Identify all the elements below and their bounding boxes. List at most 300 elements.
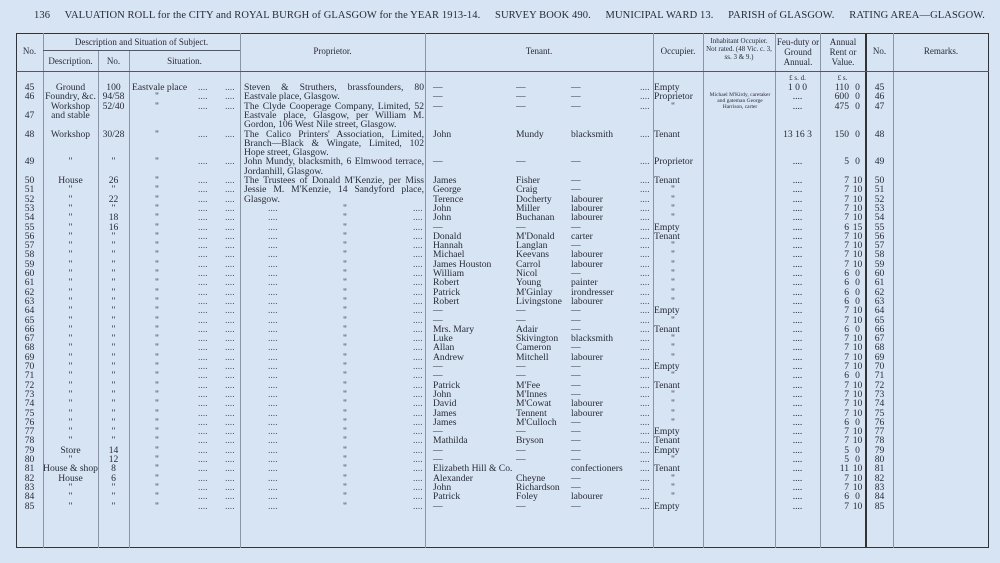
tenant-first-name: Alexander (433, 472, 473, 484)
subject-number: " (111, 416, 116, 428)
subject-number: " (111, 379, 116, 391)
description: " (68, 398, 73, 410)
proprietor-ditto: " (343, 454, 347, 465)
header-proprietor: Proprietor. (313, 46, 352, 56)
tenant-surname: M'Donald (516, 230, 555, 242)
table-row (0, 213, 1000, 222)
description: " (68, 361, 73, 372)
tenant-first-name: — (433, 500, 443, 512)
dot-leader: .... (268, 500, 278, 512)
dot-leader: .... (640, 500, 650, 512)
dot-leader: .... (268, 370, 278, 382)
dot-leader: .... (198, 100, 208, 112)
entry-number: 64 (24, 305, 35, 317)
dot-leader: .... (268, 212, 278, 224)
dot-leader: .... (268, 268, 278, 279)
tenant-surname: — (516, 426, 526, 438)
proprietor: John Mundy, blacksmith, 6 Elmwood terrace, Jordanhill, Glasgow. (244, 156, 424, 177)
dot-leader: .... (225, 221, 235, 233)
situation: " (155, 379, 159, 391)
tenant-first-name: Elizabeth Hill & Co. (433, 463, 513, 475)
feu-duty: .... (792, 314, 803, 326)
feu-duty: .... (792, 463, 803, 475)
entry-number: 63 (24, 295, 35, 307)
header-no-right: No. (872, 46, 887, 56)
rent-shillings: 0 (855, 286, 860, 298)
feu-duty: .... (792, 361, 803, 372)
dot-leader: .... (198, 426, 208, 438)
tenant-first-name: — (433, 314, 443, 326)
dot-leader: .... (413, 407, 423, 419)
occupier: Tenant (654, 128, 680, 140)
dot-leader: .... (225, 342, 235, 354)
table-row (0, 260, 1000, 269)
subject-number: 8 (111, 463, 116, 475)
situation: " (155, 212, 159, 224)
entry-number-right: 66 (874, 323, 885, 335)
description: House (58, 175, 83, 186)
subject-number: " (111, 249, 116, 261)
feu-duty: .... (792, 444, 803, 456)
entry-number: 61 (24, 277, 35, 289)
occupier: " (671, 193, 675, 205)
tenant-surname: — (516, 314, 526, 326)
dot-leader: .... (640, 435, 650, 447)
description: " (68, 323, 73, 335)
subject-number: " (111, 351, 116, 363)
tenant-surname: — (516, 156, 526, 168)
rent-shillings: 10 (852, 249, 863, 261)
subject-number: " (111, 314, 116, 326)
rent-pounds: 5 (844, 156, 849, 168)
feu-duty: .... (792, 230, 803, 242)
entry-number-right: 67 (874, 333, 885, 345)
proprietor-ditto: " (343, 379, 347, 391)
description: Store (60, 444, 81, 456)
municipal-ward: MUNICIPAL WARD 13. (605, 10, 714, 21)
occupier: " (671, 333, 675, 345)
rent-shillings: 10 (852, 342, 863, 354)
description: " (68, 258, 73, 270)
occupier: " (671, 286, 675, 298)
tenant-first-name: Robert (433, 277, 460, 289)
proprietor-ditto: " (343, 500, 347, 512)
proprietor-ditto: " (343, 388, 347, 400)
tenant-surname: Adair (516, 323, 538, 335)
tenant-occupation: labourer (571, 351, 603, 363)
occupier: Empty (654, 361, 680, 372)
tenant-surname: Langlan (516, 240, 548, 252)
dot-leader: .... (198, 454, 208, 465)
description: " (68, 500, 73, 512)
tenant-occupation: — (571, 221, 581, 233)
subject-number: " (111, 491, 116, 503)
description: " (68, 314, 73, 326)
rent-pounds: 7 (844, 500, 849, 512)
description: " (68, 202, 73, 214)
dot-leader: .... (640, 82, 650, 93)
tenant-occupation: — (571, 426, 581, 438)
tenant-surname: M'Innes (516, 388, 548, 400)
description: " (68, 370, 73, 382)
subject-number: 22 (108, 193, 119, 205)
dot-leader: .... (268, 323, 278, 335)
feu-duty: .... (792, 454, 803, 465)
subject-number: " (111, 286, 116, 298)
dot-leader: .... (413, 295, 423, 307)
rent-pounds: 7 (844, 342, 849, 354)
rent-pounds: 6 (844, 323, 849, 335)
proprietor-ditto: " (343, 435, 347, 447)
dot-leader: .... (225, 184, 235, 196)
tenant-surname: — (516, 454, 526, 465)
subject-number: 18 (108, 212, 119, 224)
table-row (0, 409, 1000, 418)
tenant-surname: Buchanan (516, 212, 555, 224)
entry-number-right: 60 (874, 268, 885, 279)
occupier: Tenant (654, 435, 680, 447)
situation: " (155, 175, 159, 186)
table-row (0, 371, 1000, 380)
dot-leader: .... (198, 230, 208, 242)
entry-number: 82 (24, 472, 35, 484)
situation: " (155, 370, 159, 382)
rent-shillings: 10 (852, 193, 863, 205)
rent-pounds: 7 (844, 184, 849, 196)
dot-leader: .... (413, 491, 423, 503)
description: " (68, 212, 73, 224)
tenant-occupation: — (571, 240, 581, 252)
tenant-first-name: Donald (433, 230, 462, 242)
dot-leader: .... (413, 435, 423, 447)
tenant-surname: M'Ginlay (516, 286, 553, 298)
dot-leader: .... (198, 416, 208, 428)
tenant-occupation: — (571, 156, 581, 168)
entry-number-right: 84 (874, 491, 885, 503)
rent-pounds: 5 (844, 454, 849, 465)
entry-number-right: 85 (874, 500, 885, 512)
entry-number-right: 78 (874, 435, 885, 447)
tenant-surname: Young (516, 277, 542, 289)
tenant-first-name: Michael (433, 249, 465, 261)
dot-leader: .... (640, 100, 650, 112)
tenant-surname: M'Cowat (516, 398, 552, 410)
rent-shillings: 10 (852, 500, 863, 512)
dot-leader: .... (413, 398, 423, 410)
tenant-occupation: — (571, 175, 581, 186)
table-row (0, 250, 1000, 259)
feu-duty: .... (792, 388, 803, 400)
entry-number-right: 71 (874, 370, 885, 382)
proprietor-ditto: " (343, 444, 347, 456)
rent-pounds: 475 (834, 100, 849, 112)
entry-number-right: 57 (874, 240, 885, 252)
rent-pounds: 6 (844, 268, 849, 279)
tenant-first-name: Mrs. Mary (433, 323, 475, 335)
occupier: Empty (654, 426, 680, 438)
dot-leader: .... (413, 305, 423, 317)
dot-leader: .... (198, 333, 208, 345)
entry-number: 46 (24, 91, 35, 103)
table-row (0, 306, 1000, 315)
dot-leader: .... (640, 128, 650, 140)
entry-number-right: 75 (874, 407, 885, 419)
tenant-first-name: Mathilda (433, 435, 468, 447)
dot-leader: .... (268, 295, 278, 307)
table-row (0, 195, 1000, 204)
dot-leader: .... (413, 314, 423, 326)
proprietor-ditto: " (343, 212, 347, 224)
table-row (0, 353, 1000, 362)
situation: " (155, 249, 159, 261)
proprietor-ditto: " (343, 314, 347, 326)
dot-leader: .... (268, 277, 278, 289)
rent-pounds: 6 (844, 221, 849, 233)
dot-leader: .... (640, 416, 650, 428)
table-row (0, 334, 1000, 343)
dot-leader: .... (198, 444, 208, 456)
proprietor-ditto: " (343, 416, 347, 428)
dot-leader: .... (413, 249, 423, 261)
feu-duty: .... (792, 295, 803, 307)
description: " (68, 333, 73, 345)
dot-leader: .... (640, 202, 650, 214)
situation: " (155, 193, 159, 205)
survey-book: SURVEY BOOK 490. (495, 10, 591, 21)
dot-leader: .... (198, 249, 208, 261)
rent-shillings: 0 (855, 268, 860, 279)
description: " (68, 342, 73, 354)
entry-number-right: 54 (874, 212, 885, 224)
rent-pounds: 7 (844, 230, 849, 242)
entry-number-right: 73 (874, 388, 885, 400)
dot-leader: .... (640, 472, 650, 484)
rent-pounds: 7 (844, 193, 849, 205)
subject-number: 30/28 (102, 128, 125, 140)
entry-number: 55 (24, 221, 35, 233)
dot-leader: .... (225, 202, 235, 214)
occupier: " (671, 398, 675, 410)
feu-duty: .... (792, 323, 803, 335)
feu-duty: .... (792, 370, 803, 382)
entry-number-right: 76 (874, 416, 885, 428)
table-row (0, 483, 1000, 492)
occupier: " (671, 472, 675, 484)
situation: " (155, 100, 159, 112)
entry-number: 51 (24, 184, 35, 196)
dot-leader: .... (225, 379, 235, 391)
proprietor-ditto: " (343, 202, 347, 214)
header-occupier: Occupier. (660, 46, 696, 56)
dot-leader: .... (198, 82, 208, 93)
tenant-occupation: labourer (571, 258, 603, 270)
subject-number: 14 (108, 444, 119, 456)
rent-pounds: 7 (844, 212, 849, 224)
tenant-first-name: Andrew (433, 351, 464, 363)
dot-leader: .... (413, 212, 423, 224)
entry-number-right: 68 (874, 342, 885, 354)
situation: " (155, 156, 159, 168)
entry-number-right: 74 (874, 398, 885, 410)
situation: " (155, 202, 159, 214)
subject-number: 6 (111, 472, 116, 484)
rent-pounds: 6 (844, 286, 849, 298)
situation: " (155, 500, 159, 512)
tenant-first-name: John (433, 212, 452, 224)
entry-number-right: 56 (874, 230, 885, 242)
dot-leader: .... (640, 398, 650, 410)
proprietor-ditto: " (343, 249, 347, 261)
table-row (0, 427, 1000, 436)
dot-leader: .... (225, 100, 235, 112)
dot-leader: .... (198, 463, 208, 475)
feu-duty: .... (792, 500, 803, 512)
occupier: " (671, 351, 675, 363)
tenant-surname: Livingstone (516, 295, 562, 307)
occupier: " (671, 212, 675, 224)
tenant-occupation: irondresser (571, 286, 614, 298)
feu-duty: .... (792, 156, 803, 168)
dot-leader: .... (640, 286, 650, 298)
proprietor-ditto: " (343, 491, 347, 503)
dot-leader: .... (268, 240, 278, 252)
dot-leader: .... (225, 333, 235, 345)
feu-duty: .... (792, 100, 803, 112)
entry-number: 48 (24, 128, 35, 140)
tenant-first-name: — (433, 444, 443, 456)
rent-pounds: 7 (844, 481, 849, 493)
tenant-surname: Mitchell (516, 351, 549, 363)
occupier: Tenant (654, 323, 680, 335)
proprietor: The Clyde Cooperage Company, Limited, 52 Eastvale place, Glasgow, per William M. Gordon, 106 West Nile street, Glasgow. (244, 100, 424, 131)
occupier: Empty (654, 221, 680, 233)
situation: " (155, 481, 159, 493)
description: " (68, 277, 73, 289)
dot-leader: .... (225, 351, 235, 363)
tenant-first-name: James (433, 416, 457, 428)
feu-duty: .... (792, 416, 803, 428)
proprietor-ditto: " (343, 481, 347, 493)
proprietor-ditto: " (343, 333, 347, 345)
rent-shillings: 10 (852, 388, 863, 400)
dot-leader: .... (225, 314, 235, 326)
entry-number: 60 (24, 268, 35, 279)
situation: " (155, 240, 159, 252)
situation: Eastvale place (132, 82, 188, 93)
dot-leader: .... (268, 361, 278, 372)
tenant-surname: M'Fee (516, 379, 541, 391)
description: " (68, 184, 73, 196)
dot-leader: .... (268, 491, 278, 503)
feu-duty: .... (792, 342, 803, 354)
subject-number: " (111, 370, 116, 382)
dot-leader: .... (640, 212, 650, 224)
subject-number: " (111, 500, 116, 512)
description: " (68, 221, 73, 233)
situation: " (155, 426, 159, 438)
tenant-occupation: — (571, 454, 581, 465)
dot-leader: .... (268, 481, 278, 493)
entry-number: 70 (24, 361, 35, 372)
dot-leader: .... (268, 379, 278, 391)
dot-leader: .... (198, 361, 208, 372)
occupier: " (671, 388, 675, 400)
dot-leader: .... (268, 333, 278, 345)
table-row (0, 204, 1000, 213)
subject-number: " (111, 435, 116, 447)
subject-number: 94/58 (102, 91, 125, 103)
tenant-surname: Cameron (516, 342, 552, 354)
table-row (0, 390, 1000, 399)
feu-duty: .... (792, 184, 803, 196)
subject-number: 16 (108, 221, 119, 233)
feu-duty: .... (792, 435, 803, 447)
dot-leader: .... (198, 212, 208, 224)
entry-number: 56 (24, 230, 35, 242)
feu-duty: 13 16 3 (783, 128, 812, 140)
dot-leader: .... (198, 407, 208, 419)
table-row (0, 502, 1000, 511)
occupier: Empty (654, 82, 680, 93)
table-row (0, 102, 1000, 130)
occupier: " (671, 258, 675, 270)
tenant-occupation: — (571, 481, 581, 493)
entry-number-right: 70 (874, 361, 885, 372)
dot-leader: .... (225, 370, 235, 382)
dot-leader: .... (640, 230, 650, 242)
dot-leader: .... (640, 370, 650, 382)
rent-shillings: 10 (852, 333, 863, 345)
rent-shillings: 0 (855, 416, 860, 428)
entry-number: 67 (24, 333, 35, 345)
tenant-surname: Richardson (516, 481, 560, 493)
entry-number-right: 80 (874, 454, 885, 465)
dot-leader: .... (268, 286, 278, 298)
dot-leader: .... (268, 314, 278, 326)
entry-number: 83 (24, 481, 35, 493)
tenant-surname: — (516, 305, 526, 317)
situation: " (155, 258, 159, 270)
tenant-first-name: — (433, 91, 443, 103)
tenant-first-name: — (433, 361, 443, 372)
tenant-first-name: — (433, 426, 443, 438)
dot-leader: .... (198, 193, 208, 205)
rent-pounds: 7 (844, 240, 849, 252)
description: " (68, 240, 73, 252)
dot-leader: .... (198, 472, 208, 484)
dot-leader: .... (198, 258, 208, 270)
rent-pounds: 7 (844, 258, 849, 270)
dot-leader: .... (640, 175, 650, 186)
dot-leader: .... (413, 454, 423, 465)
rent-pounds: 7 (844, 314, 849, 326)
dot-leader: .... (640, 268, 650, 279)
rent-pounds: 110 (834, 82, 849, 93)
tenant-occupation: — (571, 379, 581, 391)
feu-duty: .... (792, 407, 803, 419)
tenant-surname: Skivington (516, 333, 559, 345)
tenant-occupation: — (571, 416, 581, 428)
description: House & shop (43, 463, 98, 475)
dot-leader: .... (198, 370, 208, 382)
dot-leader: .... (225, 463, 235, 475)
tenant-occupation: — (571, 388, 581, 400)
dot-leader: .... (268, 454, 278, 465)
table-row (0, 436, 1000, 445)
table-row (0, 325, 1000, 334)
entry-number: 85 (24, 500, 35, 512)
entry-number-right: 50 (874, 175, 885, 186)
